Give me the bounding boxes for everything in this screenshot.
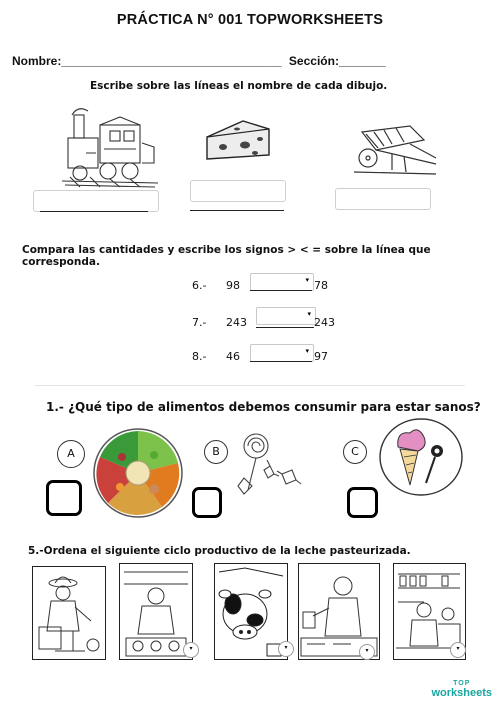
compare-select-8[interactable] xyxy=(250,344,314,362)
food-question: 1.- ¿Qué tipo de alimentos debemos consumir para estar sanos? xyxy=(46,400,481,414)
farmer-milking-panel xyxy=(32,566,106,660)
compare-instruction: Compara las cantidades y escribe los signos > < = sobre la línea que corresponda. xyxy=(22,244,431,268)
chevron-down-icon: ▾ xyxy=(307,311,311,318)
order-dropdown-4[interactable]: ▾ xyxy=(359,644,375,660)
compare-select-6[interactable] xyxy=(250,273,314,291)
compare-left-6: 98 xyxy=(226,279,240,292)
logo-bottom-text: worksheets xyxy=(431,687,492,699)
answer-input-1[interactable] xyxy=(33,190,159,212)
row-label: 6.- xyxy=(192,279,207,292)
write-instruction: Escribe sobre las líneas el nombre de cada dibujo. xyxy=(90,80,388,92)
option-c-letter: C xyxy=(343,440,367,464)
nombre-label: Nombre:_________________________________ xyxy=(12,54,282,68)
compare-right-7: 243 xyxy=(314,316,335,329)
answer-line-2 xyxy=(190,210,284,211)
answer-input-2[interactable] xyxy=(190,180,286,202)
student-info-line xyxy=(12,54,386,68)
answer-line-1 xyxy=(40,211,148,212)
compare-right-6: 78 xyxy=(314,279,328,292)
compare-left-8: 46 xyxy=(226,350,240,363)
compare-row-7: 7.- xyxy=(192,316,207,329)
train-drawing-icon xyxy=(60,103,160,188)
food-plate-icon xyxy=(92,427,184,519)
cheese-drawing-icon xyxy=(203,115,273,163)
chevron-down-icon: ▾ xyxy=(305,277,309,284)
option-a-letter: A xyxy=(57,440,85,468)
lollipop-candy-icon xyxy=(234,430,304,498)
chevron-down-icon: ▾ xyxy=(305,348,309,355)
factory-worker-panel xyxy=(119,563,193,660)
seccion-label: Sección:_______ xyxy=(288,54,386,68)
divider xyxy=(35,385,465,386)
option-c-checkbox[interactable] xyxy=(347,487,378,518)
compare-line-8 xyxy=(250,361,312,362)
order-dropdown-3[interactable]: ▾ xyxy=(278,641,294,657)
order-dropdown-2[interactable]: ▾ xyxy=(183,642,199,658)
compare-line-7 xyxy=(256,327,314,328)
page-title: PRÁCTICA N° 001 TOPWORKSHEETS xyxy=(116,12,384,28)
compare-right-8: 97 xyxy=(314,350,328,363)
logo-top-text: TOP xyxy=(453,680,471,687)
option-a-checkbox[interactable] xyxy=(46,480,82,516)
cow-panel xyxy=(214,563,288,660)
farmer-icon xyxy=(33,567,105,659)
compare-row-8: 8.- xyxy=(192,350,207,363)
option-b-letter: B xyxy=(204,440,228,464)
compare-row-6 xyxy=(192,279,206,292)
compare-left-7: 243 xyxy=(226,316,247,329)
milk-question: 5.-Ordena el siguiente ciclo productivo de la leche pasteurizada. xyxy=(28,545,411,557)
topworksheets-logo xyxy=(431,680,492,699)
lab-worker-panel xyxy=(298,563,380,660)
ice-cream-icon xyxy=(378,417,464,497)
answer-input-3[interactable] xyxy=(335,188,431,210)
compare-select-7[interactable] xyxy=(256,307,316,325)
cow-icon xyxy=(215,564,287,659)
option-b-checkbox[interactable] xyxy=(192,487,222,518)
wheelbarrow-drawing-icon xyxy=(352,118,438,176)
compare-line-6 xyxy=(250,290,312,291)
factory-worker-icon xyxy=(120,564,192,659)
order-dropdown-5[interactable]: ▾ xyxy=(450,642,466,658)
shop-panel xyxy=(393,563,466,660)
